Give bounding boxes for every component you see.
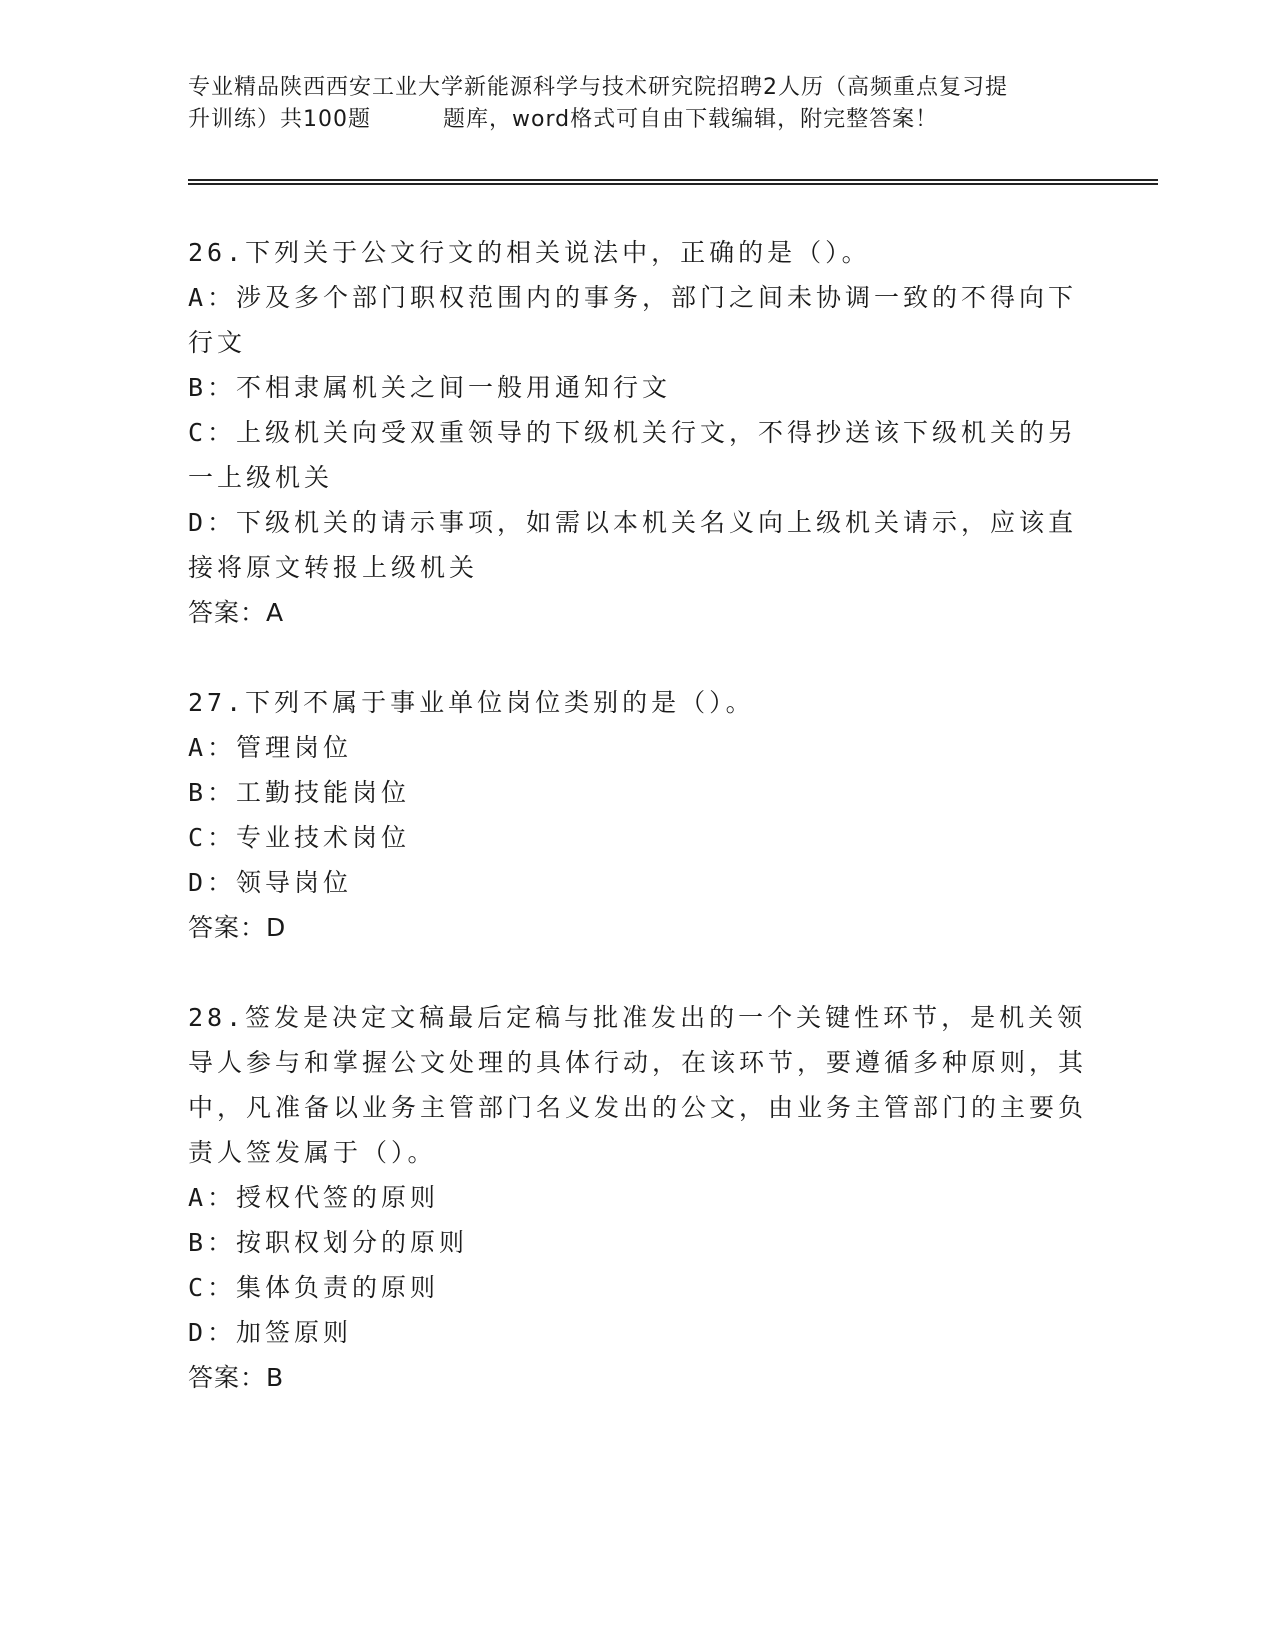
answer-line: 答案：B bbox=[188, 1363, 285, 1392]
header-divider-top bbox=[188, 179, 1158, 181]
header-line-2-part-2: 题库，word格式可自由下载编辑，附完整答案！ bbox=[443, 107, 939, 132]
header-line-2 bbox=[188, 104, 1088, 136]
option-a: A：涉及多个部门职权范围内的事务，部门之间未协调一致的不得向下行文 bbox=[188, 283, 1078, 357]
option-d: D：下级机关的请示事项，如需以本机关名义向上级机关请示，应该直接将原文转报上级机关 bbox=[188, 508, 1078, 582]
option-b: B：按职权划分的原则 bbox=[188, 1228, 469, 1257]
question-stem: 26.下列关于公文行文的相关说法中，正确的是（）。 bbox=[188, 238, 871, 267]
question-stem: 27.下列不属于事业单位岗位类别的是（）。 bbox=[188, 688, 755, 717]
answer-line: 答案：A bbox=[188, 598, 285, 627]
header-divider-bottom bbox=[188, 183, 1158, 185]
option-b: B：工勤技能岗位 bbox=[188, 778, 411, 807]
question-28 bbox=[188, 995, 1088, 1400]
option-c: C：专业技术岗位 bbox=[188, 823, 411, 852]
answer-line: 答案：D bbox=[188, 913, 287, 942]
header-line-1: 专业精品陕西西安工业大学新能源科学与技术研究院招聘2人历（高频重点复习提 bbox=[188, 75, 1008, 100]
question-stem: 28.签发是决定文稿最后定稿与批准发出的一个关键性环节，是机关领导人参与和掌握公文处理的具体行动，在该环节，要遵循多种原则，其中，凡准备以业务主管部门名义发出的公文，由业务主管部门的主要负责人签发属于（）。 bbox=[188, 1003, 1088, 1167]
question-27 bbox=[188, 680, 1088, 950]
option-a: A：管理岗位 bbox=[188, 733, 353, 762]
option-c: C：集体负责的原则 bbox=[188, 1273, 440, 1302]
option-d: D：加签原则 bbox=[188, 1318, 353, 1347]
option-a: A：授权代签的原则 bbox=[188, 1183, 440, 1212]
document-header bbox=[188, 72, 1088, 136]
option-c: C：上级机关向受双重领导的下级机关行文，不得抄送该下级机关的另一上级机关 bbox=[188, 418, 1078, 492]
header-line-2-part-1: 升训练）共100题 bbox=[188, 107, 371, 132]
option-d: D：领导岗位 bbox=[188, 868, 353, 897]
question-26 bbox=[188, 230, 1088, 635]
option-b: B：不相隶属机关之间一般用通知行文 bbox=[188, 373, 672, 402]
question-list bbox=[188, 230, 1088, 1400]
